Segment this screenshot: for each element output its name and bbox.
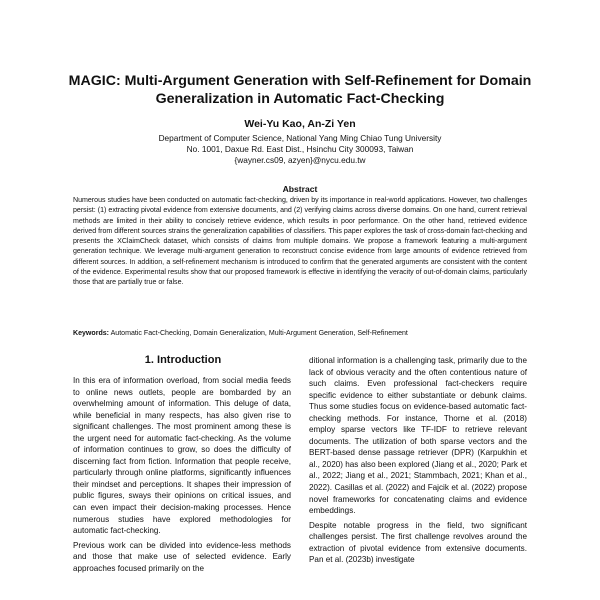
left-column — [73, 375, 291, 574]
section-heading-introduction: 1. Introduction — [144, 354, 222, 366]
intro-paragraph-1: In this era of information overload, from social media feeds to online news outlets, people are bombarded by an overwhelming amount of information. This deluge of data, while beneficial in many respects, has also given rise to significant challenges. The most prominent among these is the urgent need for automatic fact-checking. As the volume of information continues to grow, so does the difficulty of discerning fact from fiction. Information that people receive, particularly through online platforms, significantly influences their mindset and perceptions. It shapes their impression of public figures, sways their opinions on critical issues, and can even impact their decision-making processes. Hence numerous studies have explored methodologies for automatic fact-checking. — [73, 376, 291, 536]
keywords-label: Keywords: — [73, 330, 110, 337]
keywords-line — [73, 330, 527, 337]
author-emails: {wayner.cs09, azyen}@nycu.edu.tw — [234, 155, 366, 165]
intro-paragraph-2: Previous work can be divided into evidence-less methods and those that make use of selected evidence. Early approaches focused primarily on the — [73, 540, 291, 573]
keywords-text: Automatic Fact-Checking, Domain Generalization, Multi-Argument Generation, Self-Refinement — [109, 330, 408, 337]
abstract-heading: Abstract — [282, 184, 318, 194]
right-column — [309, 355, 527, 566]
paper-authors: Wei-Yu Kao, An-Zi Yen — [244, 118, 356, 130]
intro-paragraph-4: Despite notable progress in the field, two significant challenges persist. The first challenge revolves around the extraction of pivotal evidence from extensive documents. Pan et al. (2023b) investigate — [309, 520, 527, 565]
affiliation-address: No. 1001, Daxue Rd. East Dist., Hsinchu City 300093, Taiwan — [186, 144, 414, 154]
author-affiliation — [60, 133, 540, 166]
abstract-text: Numerous studies have been conducted on automatic fact-checking, driven by its importance in real-world applications. However, two challenges persist: (1) extracting pivotal evidence from extensive documents, and (2) verifying claims across diverse domains. On one hand, current retrieval methods are limited in their ability to concisely retrieve evidence, which results in poor performance. On the other hand, retrieved evidence derived from different sources strains the generalization capabilities of classifiers. This paper explores the task of cross-domain fact-checking and presents the XClaimCheck dataset, which consists of claims from multiple domains. We propose a framework featuring a multi-argument generation technique. We leverage multi-argument generation to reconstruct concise evidence from large amounts of evidence retrieved from different sources. In addition, a self-refinement mechanism is introduced to confirm that the generated arguments are consistent with the content of the evidence. Experimental results show that our proposed framework is effective in identifying the veracity of out-of-domain claims, particularly those that are partially true or false. — [73, 197, 527, 286]
intro-paragraph-3: ditional information is a challenging task, primarily due to the lack of obvious veracity and the often contentious nature of such claims. Even professional fact-checkers require specific evidence to either substantiate or debunk claims. Thus some studies focus on evidence-based automatic fact-checking methods. For instance, Thorne et al. (2018) employ sparse vectors like TF-IDF to retrieve relevant documents. The utilization of both sparse vectors and the BERT-based dense passage retriever (DPR) (Karpukhin et al., 2020) has also been explored (Jiang et al., 2020; Park et al., 2022; Jiang et al., 2021; Stammbach, 2021; Khan et al., 2022). Casillas et al. (2022) and Fajcik et al. (2022) propose novel frameworks for concatenating claims and evidence embeddings. — [309, 356, 527, 516]
affiliation-department: Department of Computer Science, National Yang Ming Chiao Tung University — [158, 133, 442, 143]
paper-title: MAGIC: Multi-Argument Generation with Self-Refinement for Domain Generalization in Automatic Fact-Checking — [68, 73, 532, 107]
